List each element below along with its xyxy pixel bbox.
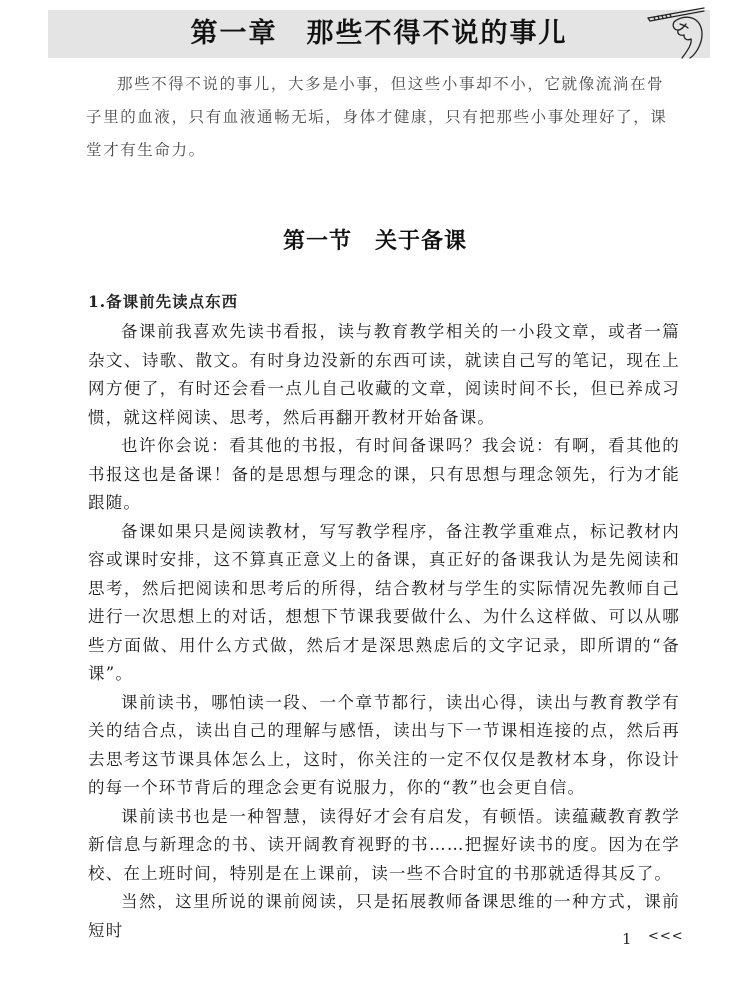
- body-text: [88, 318, 680, 945]
- chapter-title: 第一章 那些不得不说的事儿: [190, 18, 568, 49]
- body-paragraph: 当然，这里所说的课前阅读，只是拓展教师备课思维的一种方式，课前短时: [88, 892, 680, 940]
- chapter-intro: 那些不得不说的事儿，大多是小事，但这些小事却不小，它就像流淌在骨子里的血液，只有血液通畅无垢，身体才健康，只有把那些小事处理好了，课堂才有生命力。: [86, 75, 668, 159]
- section-subheading: 1.备课前先读点东西: [88, 292, 239, 311]
- chapter-header-band: [48, 10, 710, 58]
- page-number: 1: [622, 930, 632, 948]
- body-paragraph: 也许你会说：看其他的书报，有时间备课吗？我会说：有啊，看其他的书报这也是备课！备的是思想与理念的课，只有思想与理念领先，行为才能跟随。: [88, 436, 680, 512]
- body-paragraph: 课前读书，哪怕读一段、一个章节都行，读出心得，读出与教育教学有关的结合点，读出自己的理解与感悟，读出与下一节课相连接的点，然后再去思考这节课具体怎么上，这时，你关注的一定不仅仅是教材本身，你设计的每一个环节背后的理念会更有说服力，你的“教”也会更自信。: [88, 692, 680, 797]
- section-title: 第一节 关于备课: [282, 229, 467, 254]
- body-paragraph: 备课如果只是阅读教材，写写教学程序，备注教学重难点，标记教材内容或课时安排，这不算真正意义上的备课，真正好的备课我认为是先阅读和思考，然后把阅读和思考后的所得，结合教材与学生的实际情况先教师自己进行一次思想上的对话，想想下节课我要做什么、为什么这样做、可以从哪些方面做、用什么方式做，然后才是深思熟虑后的文字记录，即所谓的“备课”。: [88, 521, 680, 683]
- writing-hand-icon: [644, 4, 708, 60]
- body-paragraph: 备课前我喜欢先读书看报，读与教育教学相关的一小段文章，或者一篇杂文、诗歌、散文。有时身边没新的东西可读，就读自己写的笔记，现在上网方便了，有时还会看一点儿自己收藏的文章，阅读时间不长，但已养成习惯，就这样阅读、思考，然后再翻开教材开始备课。: [88, 322, 680, 427]
- page-arrows: <<<: [648, 929, 684, 944]
- body-paragraph: 课前读书也是一种智慧，读得好才会有启发，有顿悟。读蕴藏教育教学新信息与新理念的书、读开阔教育视野的书……把握好读书的度。因为在学校、在上班时间，特别是在上课前，读一些不合时宜的书那就适得其反了。: [88, 806, 680, 883]
